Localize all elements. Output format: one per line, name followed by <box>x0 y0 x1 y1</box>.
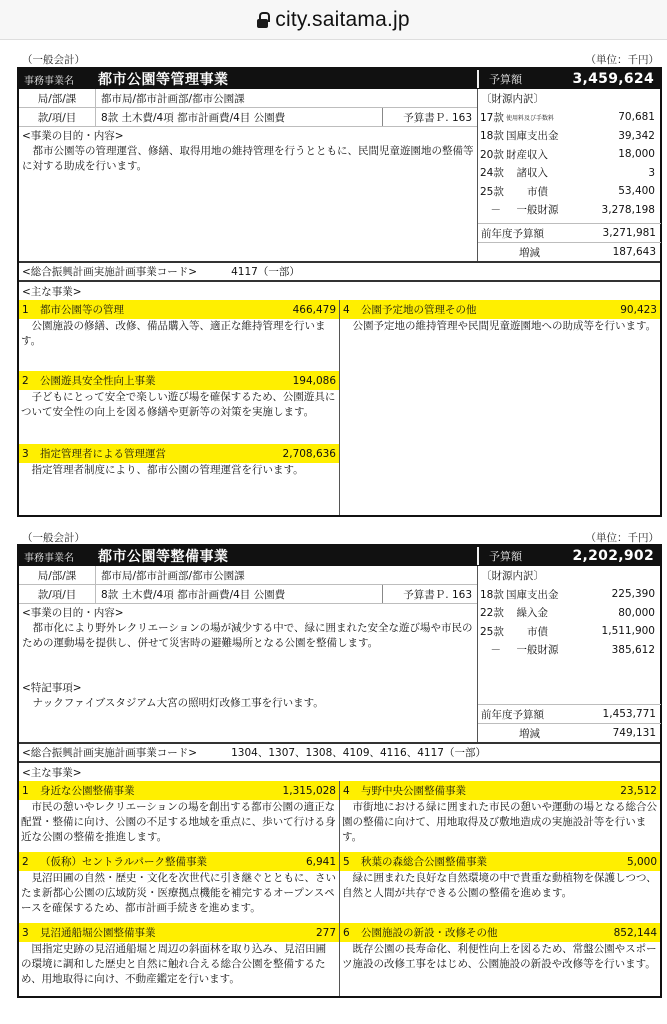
divider <box>477 547 479 565</box>
funding-item <box>478 201 660 220</box>
budget-label: 予算額 <box>489 73 522 86</box>
info-left <box>19 566 477 742</box>
funding-header: 〔財源内訳〕 <box>481 570 544 582</box>
project-desc: 公園施設の修繕、改修、備品購入等、適正な維持管理を行います。 <box>21 320 326 347</box>
funding-code: 18款 <box>480 588 504 601</box>
project-name: 秋葉の森総合公園整備事業 <box>361 856 487 868</box>
purpose-text: 都市公園等の管理運営、修繕、取得用地の維持管理を行うとともに、民間児童遊園地の整備等に対する助成を行います。 <box>22 145 474 172</box>
account-type: （一般会計） <box>22 532 85 544</box>
purpose-header: <事業の目的・内容> <box>22 130 124 142</box>
dept-row <box>19 89 477 108</box>
funding-amount: 225,390 <box>611 588 655 601</box>
prev-year-amount: 1,453,771 <box>602 708 656 720</box>
special-text: ナックファイブスタジアム大宮の照明灯改修工事を行います。 <box>32 697 324 709</box>
project-amount: 277 <box>315 926 336 939</box>
project-bar <box>19 923 339 942</box>
funding-item <box>478 127 660 146</box>
project-4 <box>340 300 660 334</box>
project-desc: 市街地における緑に囲まれた市民の憩いや運動の場となる総合公園の整備に向けて、用地取得及び敷地造成の実施設計等を行います。 <box>342 801 657 843</box>
purpose-header: <事業の目的・内容> <box>22 607 124 619</box>
project-bar <box>19 300 339 319</box>
funding-name: 一般財源 <box>506 204 559 217</box>
funding-item <box>478 145 660 164</box>
sheet-2-caption <box>0 530 667 544</box>
project-desc: 緑に囲まれた良好な自然環境の中で貴重な動植物を保護しつつ、自然と人間が共存できる公園の整備を進めます。 <box>342 872 657 899</box>
funding-name: 国庫支出金 <box>506 588 559 601</box>
funding-code: 17款 <box>480 111 504 124</box>
project-amount: 23,512 <box>620 784 657 797</box>
project-number: 6 <box>343 926 350 939</box>
funding-code: 22款 <box>480 607 504 620</box>
diff-label: 増減 <box>519 246 540 259</box>
project-number: 4 <box>343 303 350 316</box>
main-projects-header: <主な事業> <box>19 761 660 781</box>
funding-name: 諸収入 <box>506 167 548 180</box>
project-number: 2 <box>22 855 29 868</box>
title-label: 事務事業名 <box>24 75 74 87</box>
prev-year-amount: 3,271,981 <box>602 227 656 239</box>
purpose-section <box>19 604 477 711</box>
funding-amount: 3 <box>648 166 655 179</box>
project-number: 2 <box>22 374 29 387</box>
funding-amount: 3,278,198 <box>601 203 655 216</box>
item-row <box>19 108 477 127</box>
funding-amount: 70,681 <box>618 111 655 124</box>
project-1 <box>19 300 339 349</box>
budget-amount: 2,202,902 <box>572 548 654 564</box>
project-name: 与野中央公園整備事業 <box>361 785 466 797</box>
project-number: 4 <box>343 784 350 797</box>
funding-name: 繰入金 <box>506 607 548 620</box>
project-desc: 見沼田圃の自然・歴史・文化を次世代に引き継ぐとともに、さいたま新都心公園の広域防災・医療拠点機能を補完するオープンスペースを確保するため、都市計画手続きを進めます。 <box>21 872 336 914</box>
project-name: 公園施設の新設・改修その他 <box>361 927 498 939</box>
project-4 <box>340 781 660 845</box>
funding-item <box>478 108 660 127</box>
project-2 <box>19 852 339 916</box>
diff-label: 増減 <box>519 727 540 740</box>
project-amount: 852,144 <box>613 926 657 939</box>
funding-name: 市債 <box>506 185 548 198</box>
project-1 <box>19 781 339 845</box>
project-bar <box>19 371 339 390</box>
title-bar <box>19 546 660 566</box>
project-2 <box>19 371 339 420</box>
item-row <box>19 585 477 604</box>
budget-book-page: 予算書Ｐ. 163 <box>382 585 477 603</box>
item-value: 8款 土木費/4項 都市計画費/4目 公園費 <box>101 111 286 124</box>
project-bar <box>19 781 339 800</box>
funding-amount: 18,000 <box>618 148 655 161</box>
funding-name: 一般財源 <box>506 644 559 657</box>
project-bar <box>340 300 660 319</box>
funding-item <box>478 641 660 660</box>
funding-amount: 1,511,900 <box>601 625 655 638</box>
budget-label: 予算額 <box>489 550 522 563</box>
project-number: 3 <box>22 926 29 939</box>
funding-name: 市債 <box>506 625 548 638</box>
project-amount: 194,086 <box>292 374 336 387</box>
project-title: 都市公園等管理事業 <box>98 72 229 88</box>
project-desc: 既存公園の長寿命化、利便性向上を図るため、常盤公園やスポーツ施設の改修工事をはじめ、公園施設の新設や改修等を行います。 <box>342 943 657 970</box>
funding-header: 〔財源内訳〕 <box>481 93 544 105</box>
lock-icon <box>257 12 268 28</box>
project-bar <box>340 923 660 942</box>
project-name: 身近な公園整備事業 <box>40 785 135 797</box>
purpose-text: 都市化により野外レクリエーションの場が減少する中で、緑に囲まれた安全な遊び場や市民のための運動場を提供し、併せて災害時の避難場所となる公園を整備します。 <box>22 622 473 649</box>
project-desc: 公園予定地の維持管理や民間児童遊園地への助成等を行います。 <box>352 320 657 332</box>
divider <box>477 70 479 88</box>
prev-year-label: 前年度予算額 <box>481 708 544 721</box>
project-amount: 466,479 <box>292 303 336 316</box>
project-name: 指定管理者による管理運営 <box>40 448 166 460</box>
funding-amount: 53,400 <box>618 185 655 198</box>
funding-name: 財産収入 <box>506 148 548 161</box>
plan-code-value: 4117（一部） <box>231 266 300 278</box>
budget-sheet-park-development <box>17 544 662 998</box>
project-desc: 指定管理者制度により、都市公園の管理運営を行います。 <box>31 464 304 476</box>
dept-row <box>19 566 477 585</box>
unit-label: （単位：千円） <box>585 532 659 544</box>
project-desc: 国指定史跡の見沼通船堀と周辺の斜面林を取り込み、見沼田圃の環境に調和した歴史と自然に触れ合える総合公園を整備するため、用地取得に向け、不動産鑑定を行います。 <box>21 943 327 985</box>
sheet-1-caption <box>0 52 667 66</box>
main-projects-header: <主な事業> <box>19 280 660 300</box>
plan-code-value: 1304、1307、1308、4109、4116、4117（一部） <box>231 747 486 759</box>
funding-code: 20款 <box>480 148 504 161</box>
prev-year-label: 前年度予算額 <box>481 227 544 240</box>
special-header: <特記事項> <box>22 682 82 694</box>
unit-label: （単位：千円） <box>585 54 659 66</box>
project-title: 都市公園等整備事業 <box>98 549 229 565</box>
prev-year-row <box>478 704 661 723</box>
funding-amount: 385,612 <box>611 643 655 656</box>
item-value: 8款 土木費/4項 都市計画費/4目 公園費 <box>101 588 286 601</box>
project-amount: 1,315,028 <box>282 784 336 797</box>
project-amount: 2,708,636 <box>282 447 336 460</box>
diff-amount: 749,131 <box>612 727 656 739</box>
dept-value: 都市局/都市計画部/都市公園課 <box>101 569 245 582</box>
funding-item <box>478 604 660 623</box>
budget-amount: 3,459,624 <box>572 71 654 87</box>
budget-sheet-park-management <box>17 67 662 517</box>
funding-code: 25款 <box>480 625 504 638</box>
project-name: 公園予定地の管理その他 <box>361 304 477 316</box>
funding-item <box>478 182 660 201</box>
project-bar <box>340 781 660 800</box>
budget-book-page: 予算書Ｐ. 163 <box>382 108 477 126</box>
project-name: （仮称）セントラルパーク整備事業 <box>40 856 207 868</box>
account-type: （一般会計） <box>22 54 85 66</box>
funding-item <box>478 622 660 641</box>
funding-amount: 80,000 <box>618 606 655 619</box>
funding-code: － <box>480 204 501 217</box>
diff-row <box>478 242 661 261</box>
project-amount: 5,000 <box>626 855 657 868</box>
diff-row <box>478 723 661 742</box>
project-desc: 市民の憩いやレクリエーションの場を創出する都市公園の適正な配置・整備に向け、公園の不足する地域を重点に、歩いて行ける身近な公園の整備を推進します。 <box>21 801 336 843</box>
title-label: 事務事業名 <box>24 552 74 564</box>
funding-code: 24款 <box>480 167 504 180</box>
funding-code: 25款 <box>480 185 504 198</box>
project-name: 見沼通船堀公園整備事業 <box>40 927 156 939</box>
project-name: 都市公園等の管理 <box>40 304 124 316</box>
title-bar <box>19 69 660 89</box>
plan-code-row <box>19 261 660 280</box>
project-number: 5 <box>343 855 350 868</box>
dept-value: 都市局/都市計画部/都市公園課 <box>101 92 245 105</box>
funding-item <box>478 164 660 183</box>
funding-code: 18款 <box>480 130 504 143</box>
project-3 <box>19 444 339 478</box>
item-label: 款/項/目 <box>19 585 96 603</box>
project-amount: 90,423 <box>620 303 657 316</box>
funding-name: 使用料及び手数料 <box>506 114 555 122</box>
funding-amount: 39,342 <box>618 129 655 142</box>
dept-label: 局/部/課 <box>19 89 96 107</box>
project-number: 1 <box>22 303 29 316</box>
plan-code-label: <総合振興計画実施計画事業コード> <box>22 747 198 759</box>
plan-code-label: <総合振興計画実施計画事業コード> <box>22 266 198 278</box>
item-label: 款/項/目 <box>19 108 96 126</box>
dept-label: 局/部/課 <box>19 566 96 584</box>
project-number: 1 <box>22 784 29 797</box>
project-3 <box>19 923 339 987</box>
project-bar <box>340 852 660 871</box>
plan-code-row <box>19 742 660 761</box>
url-host: city.saitama.jp <box>275 7 410 31</box>
project-6 <box>340 923 660 972</box>
funding-item <box>478 585 660 604</box>
project-number: 3 <box>22 447 29 460</box>
browser-url-bar[interactable] <box>0 0 667 40</box>
project-name: 公園遊具安全性向上事業 <box>40 375 156 387</box>
info-left <box>19 89 477 261</box>
prev-year-row <box>478 223 661 242</box>
funding-breakdown <box>477 566 660 742</box>
project-5 <box>340 852 660 901</box>
project-bar <box>19 852 339 871</box>
purpose-section <box>19 127 477 174</box>
funding-breakdown <box>477 89 660 261</box>
funding-name: 国庫支出金 <box>506 130 559 143</box>
funding-code: － <box>480 644 501 657</box>
project-bar <box>19 444 339 463</box>
project-amount: 6,941 <box>305 855 336 868</box>
diff-amount: 187,643 <box>612 246 656 258</box>
project-desc: 子どもにとって安全で楽しい遊び場を確保するため、公園遊具について安全性の向上を図る修繕や更新等の対策を実施します。 <box>21 391 336 418</box>
